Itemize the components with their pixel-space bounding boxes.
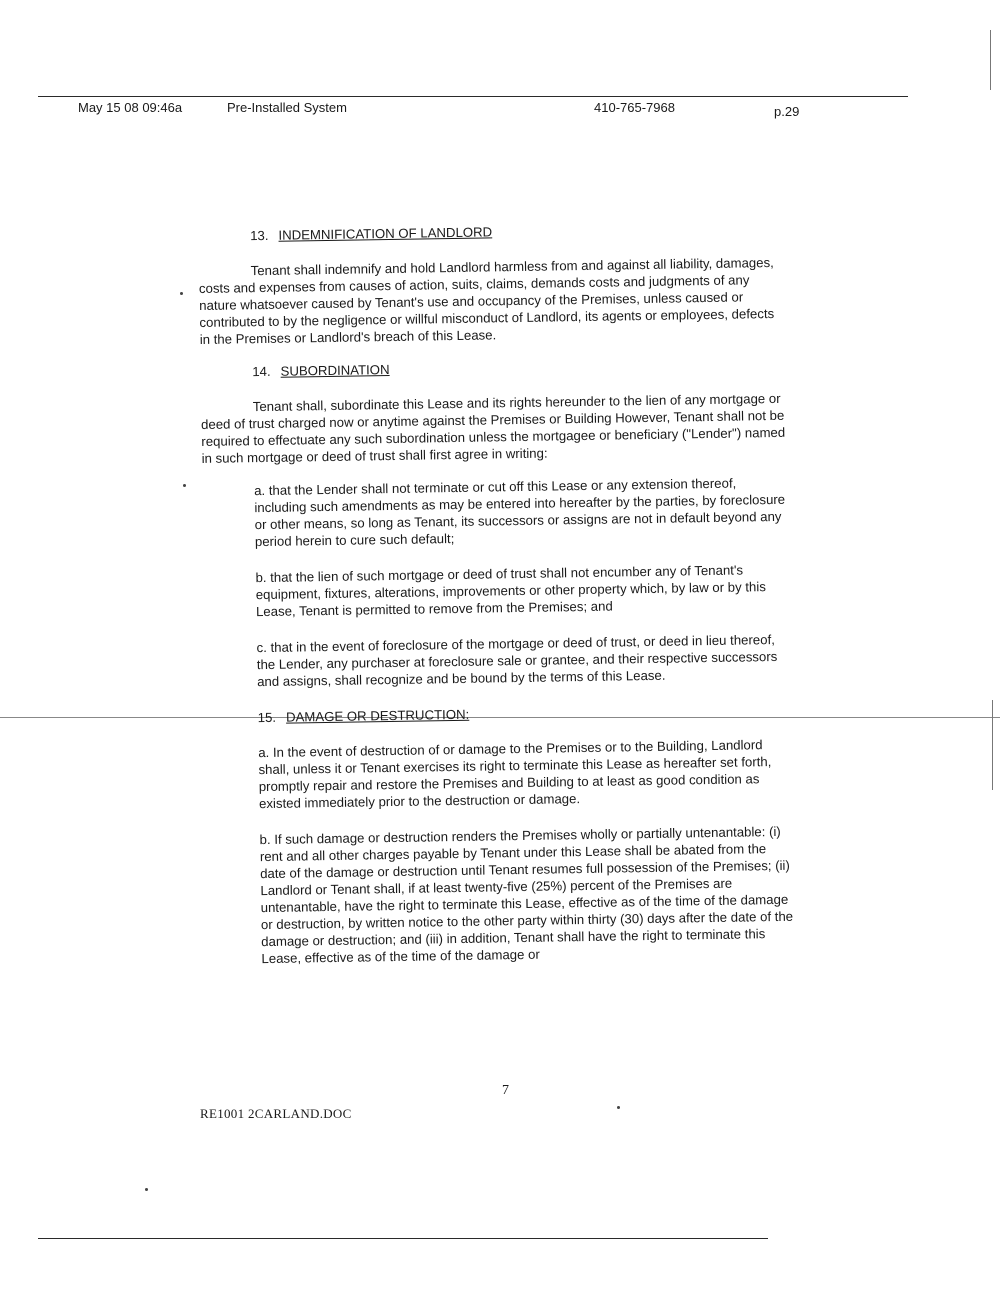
scan-speck — [617, 1106, 620, 1109]
section-13-body: Tenant shall indemnify and hold Landlord harmless from and against all liability, damages, costs and expenses from causes of action, suits, claims, demands costs and judgments of any nature whatsoever caused by Tenant's use and occupancy of the Premises, unless caused or contributed to by the negligence or willful misconduct of Landlord, its agents or employees, defects in the Premises or Landlord's breach of this Lease. — [198, 254, 775, 347]
scan-speck — [180, 292, 183, 295]
section-number: 15. — [257, 709, 277, 726]
section-14-item-a: a. that the Lender shall not terminate or cut off this Lease or any extension thereof, including such amendments as may be entered into hereafter by the parties, by foreclosure or other means, so long as Tenant, its successors or assigns are not in default beyond any period herein to cure such default; — [254, 475, 786, 550]
fax-timestamp: May 15 08 09:46a — [78, 100, 183, 115]
section-title: INDEMNIFICATION OF LANDLORD — [278, 224, 493, 243]
section-title: DAMAGE OR DESTRUCTION: — [285, 706, 470, 725]
section-14-item-b: b. that the lien of such mortgage or deed of trust shall not encumber any of Tenant's equipment, fixtures, alterations, improvements or other property which, by law or by this Lease, Tenant is permitted to remove from the Premises; and — [255, 562, 766, 620]
section-number: 13. — [250, 227, 269, 244]
section-14-body: Tenant shall, subordinate this Lease and its rights hereunder to the lien of any mortgage or deed of trust charged now or anytime against the Premises or Building However, Tenant shall not be required to effectuate any such subordination unless the mortgagee or beneficiary ("Lender") named in such mortgage or deed of trust shall first agree in writing: — [200, 390, 786, 466]
section-title: SUBORDINATION — [280, 362, 390, 379]
fax-phone-number: 410-765-7968 — [594, 100, 675, 115]
section-15-item-b: b. If such damage or destruction renders the Premises wholly or partially untenantable: (i) rent and all other charges payable by Tenant under this Lease shall be abated from the date of the damage or destruction until Tenant resumes full possession of the Premises; (ii) Landlord or Tenant shall, if at least twenty-five (25%) percent of the Premises are untenantable, have the right to terminate this Lease, effective as of the time of the damage or destruction, by written notice to the other party within thirty (30) days after the date of the damage or destruction; and (iii) in addition, Tenant shall have the right to terminate this Lease, effective as of the time of the damage or — [259, 823, 794, 967]
section-13-heading — [250, 219, 783, 244]
section-14-heading — [252, 355, 785, 380]
lease-document-body — [198, 219, 795, 987]
section-14-item-c: c. that in the event of foreclosure of the mortgage or deed of trust, or deed in lieu thereof, the Lender, any purchaser at foreclosure sale or grantee, and their respective successors and assigns, shall recognize and be bound by the terms of this Lease. — [256, 631, 778, 690]
section-15-heading — [258, 701, 791, 726]
section-number: 14. — [252, 363, 271, 380]
page-number: 7 — [502, 1083, 509, 1098]
document-file-name: RE1001 2CARLAND.DOC — [200, 1106, 352, 1121]
scan-speck — [145, 1188, 148, 1191]
right-edge-mark-lower — [992, 700, 993, 790]
fax-system-name: Pre-Installed System — [227, 100, 347, 115]
bottom-rule — [38, 1238, 768, 1239]
fax-page-number: p.29 — [774, 104, 800, 119]
scan-speck — [183, 484, 186, 487]
section-15-item-a: a. In the event of destruction of or damage to the Premises or to the Building, Landlord shall, unless it or Tenant exercises its right to terminate this Lease as hereafter set forth, promptly repair and restore the Premises and Building to at least as good condition as existed immediately prior to the destruction or damage. — [258, 737, 772, 812]
top-rule — [38, 96, 908, 97]
right-edge-mark — [990, 30, 991, 90]
